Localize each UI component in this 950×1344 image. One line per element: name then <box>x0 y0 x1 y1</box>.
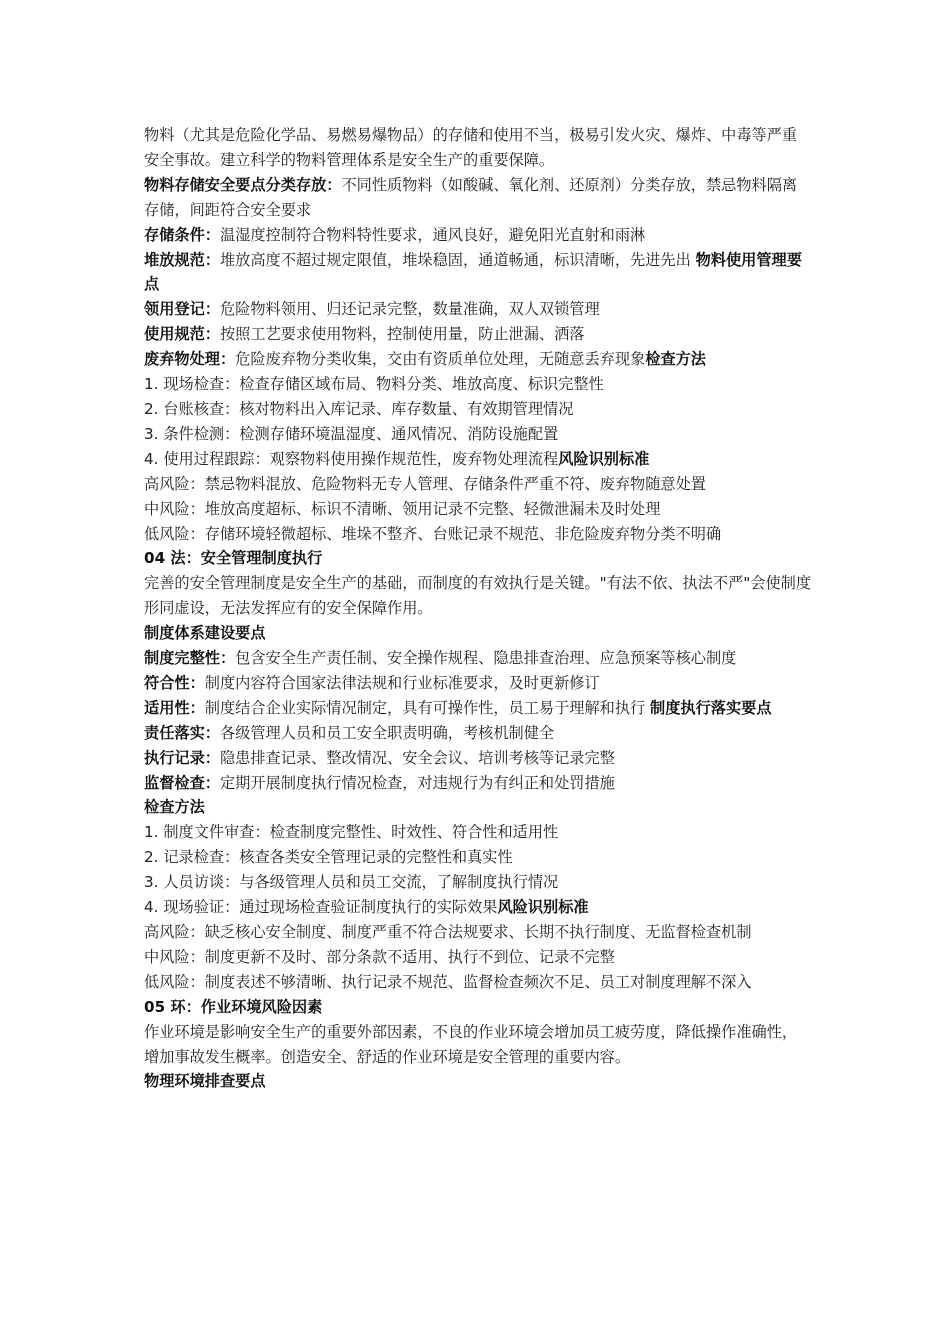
rule-risk-high: 高风险：缺乏核心安全制度、制度严重不符合法规要求、长期不执行制度、无监督检查机制 <box>144 923 752 941</box>
section-05-intro: 作业环境是影响安全生产的重要外部因素，不良的作业环境会增加员工疲劳度，降低操作准确性，增加事故发生概率。创造安全、舒适的作业环境是安全管理的重要内容。 <box>144 1022 798 1066</box>
rule-risk-mid: 中风险：制度更新不及时、部分条款不适用、执行不到位、记录不完整 <box>144 947 615 966</box>
rule-comply-paragraph <box>144 671 812 696</box>
rule-apply-paragraph <box>144 696 812 721</box>
rule-risk-low: 低风险：制度表述不够清晰、执行记录不规范、监督检查频次不足、员工对制度理解不深入 <box>144 972 752 991</box>
material-check-heading: 检查方法 <box>645 350 706 369</box>
rule-exec-heading: 制度执行落实要点 <box>650 698 772 717</box>
rule-complete-label: 制度完整性： <box>144 649 236 668</box>
material-check-item: 3. 条件检测：检测存储环境温湿度、通风情况、消防设施配置 <box>144 424 559 443</box>
section-04-title: 04 法：安全管理制度执行 <box>144 549 323 568</box>
rule-supervise-label: 监督检查： <box>144 773 220 792</box>
rule-supervise-paragraph <box>144 771 812 796</box>
usage-norm-text: 按照工艺要求使用物料，控制使用量，防止泄漏、洒落 <box>219 325 585 344</box>
usage-waste-label: 废弃物处理： <box>144 350 236 369</box>
storage-condition-text: 温湿度控制符合物料特性要求，通风良好，避免阳光直射和雨淋 <box>219 225 646 244</box>
rule-record-label: 执行记录： <box>144 748 220 767</box>
storage-classify-label: 物料存储安全要点分类存放： <box>144 175 342 194</box>
section-04-intro: 完善的安全管理制度是安全生产的基础，而制度的有效执行是关键。"有法不依、执法不严"会使制度形同虚设，无法发挥应有的安全保障作用。 <box>144 574 812 618</box>
material-check-item: 4. 使用过程跟踪：观察物料使用操作规范性，废弃物处理流程 <box>144 449 559 468</box>
rule-comply-label: 符合性： <box>144 673 205 692</box>
material-check-item-4-paragraph <box>144 447 812 472</box>
rule-risk-heading: 风险识别标准 <box>497 898 589 917</box>
rule-build-heading: 制度体系建设要点 <box>144 624 266 643</box>
material-use-heading: 物料使用管理要点 <box>144 250 802 294</box>
material-intro-paragraph <box>144 123 812 173</box>
usage-waste-text: 危险废弃物分类收集，交由有资质单位处理，无随意丢弃现象 <box>235 350 646 369</box>
usage-waste-paragraph <box>144 347 812 372</box>
section-05-title: 05 环：作业环境风险因素 <box>144 997 323 1016</box>
usage-register-label: 领用登记： <box>144 300 220 319</box>
storage-stack-paragraph <box>144 248 812 298</box>
material-check-item: 1. 现场检查：检查存储区域布局、物料分类、堆放高度、标识完整性 <box>144 375 604 394</box>
material-risk-low: 低风险：存储环境轻微超标、堆垛不整齐、台账记录不规范、非危险废弃物分类不明确 <box>144 524 722 543</box>
material-intro-text: 物料（尤其是危险化学品、易燃易爆物品）的存储和使用不当，极易引发火灾、爆炸、中毒等严重安全事故。建立科学的物料管理体系是安全生产的重要保障。 <box>144 126 798 169</box>
rule-check-item: 2. 记录检查：核查各类安全管理记录的完整性和真实性 <box>144 848 513 867</box>
rule-duty-text: 各级管理人员和员工安全职责明确，考核机制健全 <box>219 723 555 742</box>
rule-comply-text: 制度内容符合国家法律法规和行业标准要求，及时更新修订 <box>204 673 600 692</box>
physical-environment-heading: 物理环境排查要点 <box>144 1072 266 1091</box>
storage-condition-paragraph <box>144 223 812 248</box>
storage-classify-text: 不同性质物料（如酸碱、氧化剂、还原剂）分类存放，禁忌物料隔离存储，间距符合安全要求 <box>144 175 798 219</box>
usage-norm-label: 使用规范： <box>144 325 220 344</box>
rule-check-heading: 检查方法 <box>144 798 205 817</box>
usage-register-text: 危险物料领用、归还记录完整，数量准确，双人双锁管理 <box>219 300 600 319</box>
material-risk-high: 高风险：禁忌物料混放、危险物料无专人管理、存储条件严重不符、废弃物随意处置 <box>144 474 706 493</box>
rule-check-item: 1. 制度文件审查：检查制度完整性、时效性、符合性和适用性 <box>144 823 559 842</box>
storage-classify-paragraph <box>144 173 812 223</box>
material-risk-mid: 中风险：堆放高度超标、标识不清晰、领用记录不完整、轻微泄漏未及时处理 <box>144 499 661 518</box>
storage-condition-label: 存储条件： <box>144 225 220 244</box>
usage-register-paragraph <box>144 297 812 322</box>
storage-stack-label: 堆放规范： <box>144 250 220 269</box>
rule-check-item: 4. 现场验证：通过现场检查验证制度执行的实际效果 <box>144 898 498 917</box>
rule-complete-text: 包含安全生产责任制、安全操作规程、隐患排查治理、应急预案等核心制度 <box>235 649 737 668</box>
rule-check-item-4-paragraph <box>144 895 812 920</box>
document-page <box>144 123 812 1094</box>
rule-record-paragraph <box>144 746 812 771</box>
rule-apply-label: 适用性： <box>144 698 205 717</box>
usage-norm-paragraph <box>144 322 812 347</box>
rule-duty-label: 责任落实： <box>144 723 220 742</box>
storage-stack-text: 堆放高度不超过规定限值，堆垛稳固，通道畅通，标识清晰，先进先出 <box>219 250 691 269</box>
rule-check-item: 3. 人员访谈：与各级管理人员和员工交流，了解制度执行情况 <box>144 873 559 892</box>
material-risk-heading: 风险识别标准 <box>558 449 650 468</box>
rule-supervise-text: 定期开展制度执行情况检查，对违规行为有纠正和处罚措施 <box>219 773 615 792</box>
rule-record-text: 隐患排查记录、整改情况、安全会议、培训考核等记录完整 <box>219 748 615 767</box>
rule-apply-text: 制度结合企业实际情况制定，具有可操作性，员工易于理解和执行 <box>204 698 646 717</box>
rule-complete-paragraph <box>144 646 812 671</box>
material-check-item: 2. 台账核查：核对物料出入库记录、库存数量、有效期管理情况 <box>144 399 574 418</box>
rule-duty-paragraph <box>144 721 812 746</box>
